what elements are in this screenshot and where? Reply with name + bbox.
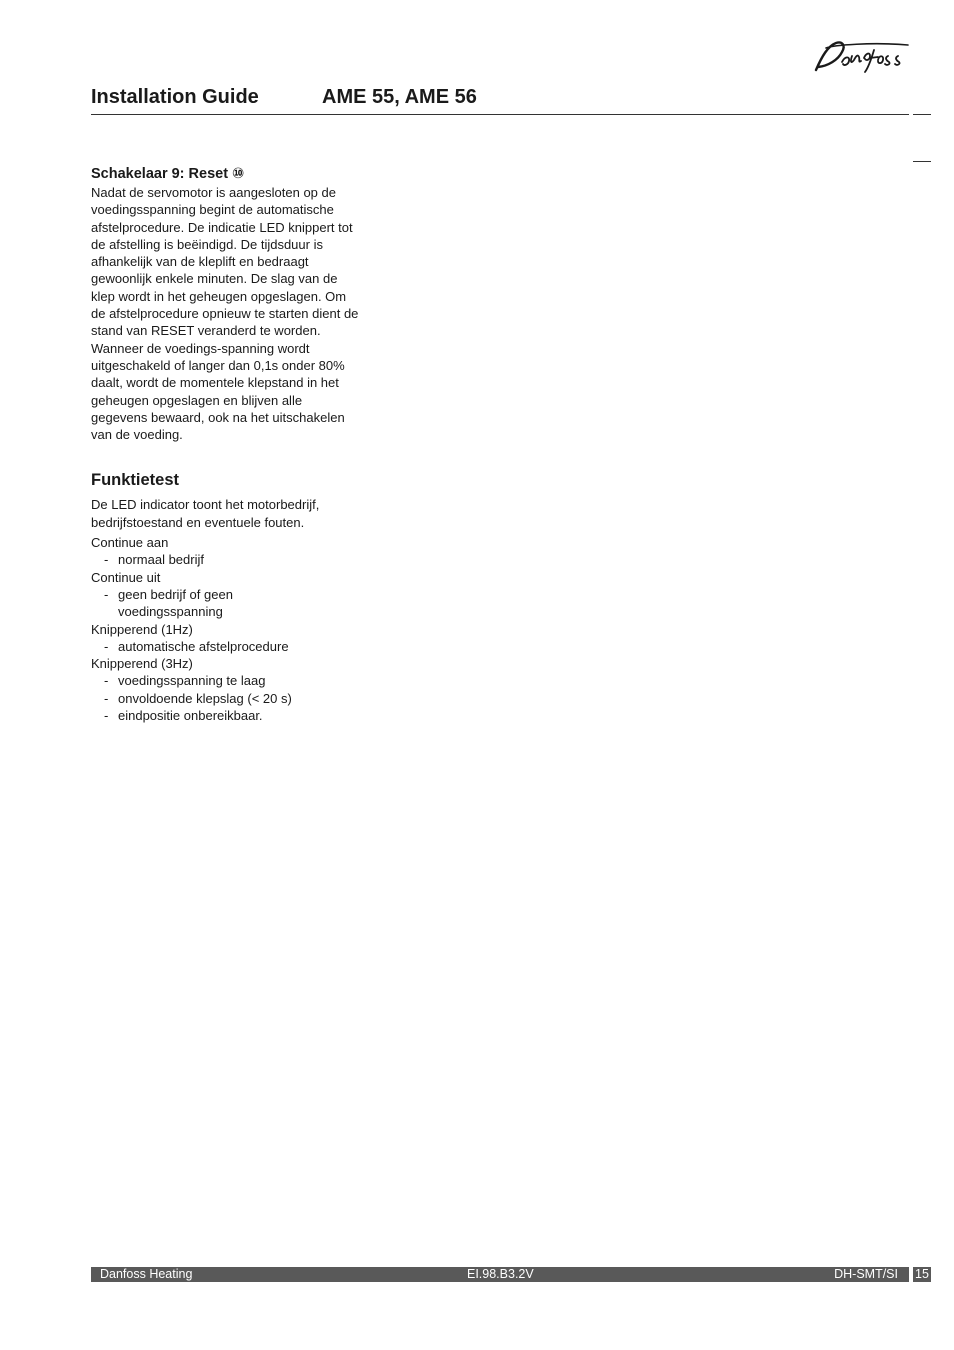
led-state-item bbox=[91, 586, 359, 621]
led-state-item-text: automatische afstelprocedure bbox=[118, 638, 289, 654]
led-state-item-text: geen bedrijf of geen voedingsspanning bbox=[118, 586, 233, 620]
product-name: AME 55, AME 56 bbox=[322, 86, 477, 108]
footer-company: Danfoss Heating bbox=[100, 1267, 193, 1281]
margin-tick bbox=[913, 161, 931, 162]
bullet-dash: - bbox=[104, 586, 109, 602]
bullet-dash: - bbox=[104, 673, 109, 689]
led-state-label: Continue uit bbox=[91, 569, 161, 585]
footer-bar bbox=[91, 1267, 909, 1282]
function-test-heading: Funktietest bbox=[91, 471, 180, 490]
margin-tick bbox=[913, 114, 931, 115]
led-state-item bbox=[91, 707, 359, 724]
danfoss-logo-icon bbox=[812, 36, 912, 76]
led-state-item-text: onvoldoende klepslag (< 20 s) bbox=[118, 690, 292, 706]
bullet-dash: - bbox=[104, 690, 109, 706]
page-title: Installation Guide bbox=[91, 86, 259, 108]
led-state-item bbox=[91, 638, 359, 655]
header-rule bbox=[91, 114, 909, 115]
footer-department: DH-SMT/SI bbox=[834, 1267, 898, 1281]
led-state-label: Continue aan bbox=[91, 535, 169, 551]
led-state-item-text: normaal bedrijf bbox=[118, 552, 204, 568]
led-state-item bbox=[91, 551, 359, 568]
reset-paragraph: Wanneer de voedings-spanning wordt uitgeschakeld of langer dan 0,1s onder 80% daalt, wordt de momentele klepstand in het geheugen opgeslagen en blijven alle gegevens bewaard, ook na het uitschakelen van de voeding. bbox=[91, 340, 345, 443]
danfoss-logo bbox=[812, 36, 912, 76]
footer-document-code: EI.98.B3.2V bbox=[467, 1267, 534, 1281]
led-state-label: Knipperend (1Hz) bbox=[91, 621, 193, 637]
reset-paragraph: Nadat de servomotor is aangesloten op de voedingsspanning begint de automatische afstelprocedure. De indicatie LED knippert tot de afstelling is beëindigd. De tijdsduur is afhankelijk van de kleplift en bedraagt gewoonlijk enkele minuten. De slag van de klep wordt in het geheugen opgeslagen. Om de afstelprocedure opnieuw te starten dient de stand van RESET veranderd te worden. bbox=[91, 185, 359, 339]
bullet-dash: - bbox=[104, 708, 109, 724]
led-state-item-text: eindpositie onbereikbaar. bbox=[118, 708, 263, 724]
function-test-intro: De LED indicator toont het motorbedrijf, bedrijfstoestand en eventuele fouten. bbox=[91, 497, 320, 530]
bullet-dash: - bbox=[104, 552, 109, 568]
reset-heading: Schakelaar 9: Reset ⑩ bbox=[91, 166, 245, 182]
led-state-item bbox=[91, 690, 359, 707]
led-state-label: Knipperend (3Hz) bbox=[91, 656, 193, 672]
led-state-item bbox=[91, 672, 359, 689]
led-state-item-text: voedingsspanning te laag bbox=[118, 673, 266, 689]
content-column bbox=[91, 165, 359, 724]
page-number: 15 bbox=[913, 1267, 931, 1282]
bullet-dash: - bbox=[104, 638, 109, 654]
